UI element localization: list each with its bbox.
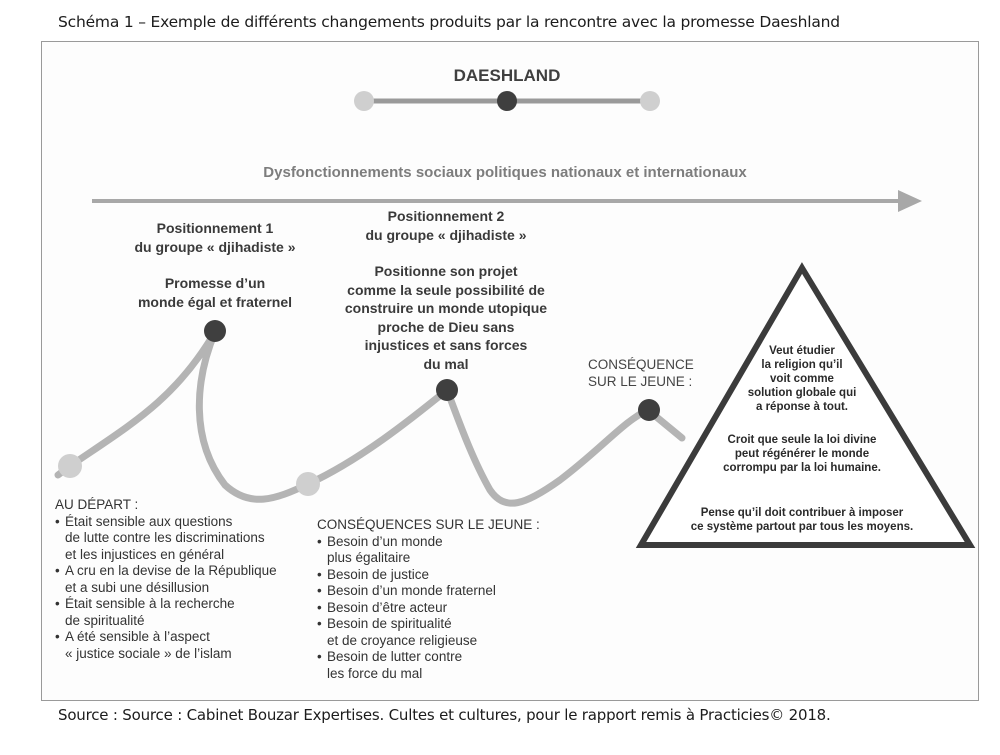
daeshland-node-left (354, 91, 374, 111)
node-consequence (638, 399, 660, 421)
consequences-item: • Besoin d’être acteur (317, 600, 577, 617)
source-caption: Source : Source : Cabinet Bouzar Expertises. Cultes et cultures, pour le rapport remis à Practicies© 2018. (58, 706, 831, 724)
consequences-item: • Besoin de justice (317, 567, 577, 584)
depart-item: • Était sensible à la recherche de spiritualité (55, 596, 315, 629)
consequence-label: CONSÉQUENCE SUR LE JEUNE : (588, 357, 694, 389)
node-positionnement-1 (204, 320, 226, 342)
positionnement-2-heading: Positionnement 2 du groupe « djihadiste » (365, 208, 527, 243)
consequences-item: • Besoin d’un monde plus égalitaire (317, 534, 577, 567)
consequences-list (317, 534, 577, 683)
triangle-text-1: Veut étudier la religion qu’il voit comme solution globale qui a réponse à tout. (747, 345, 857, 413)
triangle-text-2: Croit que seule la loi divine peut régénérer le monde corrompu par la loi humaine. (723, 434, 881, 474)
daeshland-node-right (640, 91, 660, 111)
depart-item: • A cru en la devise de la République et a subi une désillusion (55, 563, 315, 596)
positionnement-1-heading: Positionnement 1 du groupe « djihadiste » (134, 220, 296, 255)
timeline-label: Dysfonctionnements sociaux politiques nationaux et internationaux (263, 164, 747, 181)
daeshland-node-center (497, 91, 517, 111)
consequences-item: • Besoin d’un monde fraternel (317, 583, 577, 600)
figure-caption: Schéma 1 – Exemple de différents changements produits par la rencontre avec la promesse Daeshland (58, 13, 840, 31)
timeline-arrow-head (898, 190, 922, 212)
depart-title: AU DÉPART : (55, 497, 139, 512)
node-middle (296, 472, 320, 496)
triangle-text-3: Pense qu’il doit contribuer à imposer ce système partout par tous les moyens. (690, 507, 914, 533)
node-start (58, 454, 82, 478)
positionnement-2-promise: Positionne son projet comme la seule possibilité de construire un monde utopique proche de Dieu sans injustices et sans forces du mal (344, 263, 548, 372)
depart-list (55, 514, 315, 663)
daeshland-title: DAESHLAND (453, 66, 561, 85)
depart-item: • Était sensible aux questions de lutte contre les discriminations et les injustices en général (55, 514, 315, 564)
positionnement-1-promise: Promesse d’un monde égal et fraternel (137, 275, 293, 310)
consequences-item: • Besoin de lutter contre les force du mal (317, 649, 577, 682)
depart-item: • A été sensible à l’aspect « justice sociale » de l’islam (55, 629, 315, 662)
depart-block (55, 497, 315, 662)
consequences-block (317, 517, 577, 682)
consequences-item: • Besoin de spiritualité et de croyance religieuse (317, 616, 577, 649)
consequences-title: CONSÉQUENCES SUR LE JEUNE : (317, 517, 540, 532)
node-positionnement-2 (436, 379, 458, 401)
